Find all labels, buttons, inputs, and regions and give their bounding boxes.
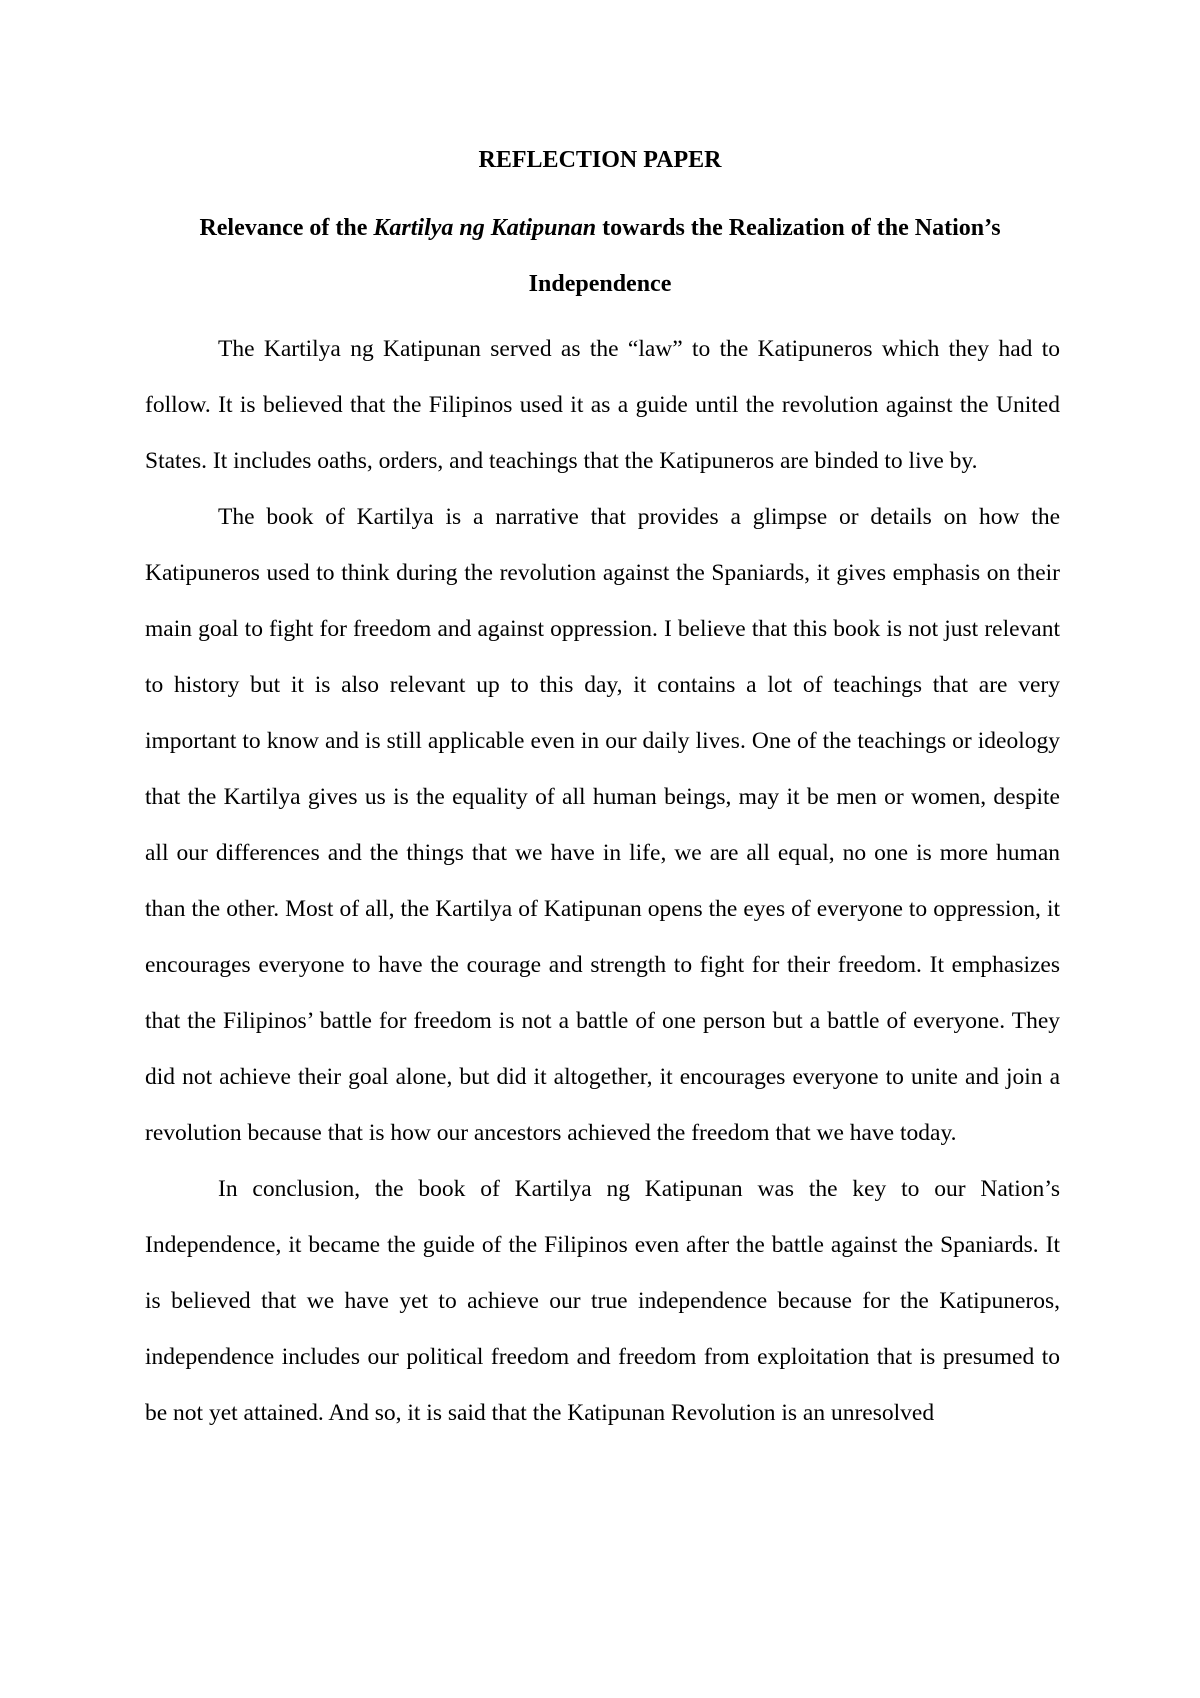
subtitle-suffix: towards the Realization of the Nation’s Independence: [528, 215, 1001, 297]
paragraph-3: In conclusion, the book of Kartilya ng Katipunan was the key to our Nation’s Independence, it became the guide of the Filipinos even after the battle against the Spaniards. It is believed that we have yet to achieve our true independence because for the Katipuneros, independence includes our political freedom and freedom from exploitation that is presumed to be not yet attained. And so, it is said that the Katipunan Revolution is an unresolved: [145, 1176, 1060, 1426]
page-subtitle: [130, 200, 1070, 312]
paragraph-2: The book of Kartilya is a narrative that provides a glimpse or details on how the Katipuneros used to think during the revolution against the Spaniards, it gives emphasis on their main goal to fight for freedom and against oppression. I believe that this book is not just relevant to history but it is also relevant up to this day, it contains a lot of teachings that are very important to know and is still applicable even in our daily lives. One of the teachings or ideology that the Kartilya gives us is the equality of all human beings, may it be men or women, despite all our differences and the things that we have in life, we are all equal, no one is more human than the other. Most of all, the Kartilya of Katipunan opens the eyes of everyone to oppression, it encourages everyone to have the courage and strength to fight for their freedom. It emphasizes that the Filipinos’ battle for freedom is not a battle of one person but a battle of everyone. They did not achieve their goal alone, but did it altogether, it encourages everyone to unite and join a revolution because that is how our ancestors achieved the freedom that we have today.: [145, 504, 1060, 1146]
body-text: [145, 321, 1060, 1441]
subtitle-italic-title: Kartilya ng Katipunan: [373, 215, 597, 241]
subtitle-prefix: Relevance of the: [199, 215, 374, 241]
paragraph-1: The Kartilya ng Katipunan served as the “law” to the Katipuneros which they had to follow. It is believed that the Filipinos used it as a guide until the revolution against the United States. It includes oaths, orders, and teachings that the Katipuneros are binded to live by.: [145, 336, 1060, 474]
page-title: REFLECTION PAPER: [478, 147, 722, 173]
